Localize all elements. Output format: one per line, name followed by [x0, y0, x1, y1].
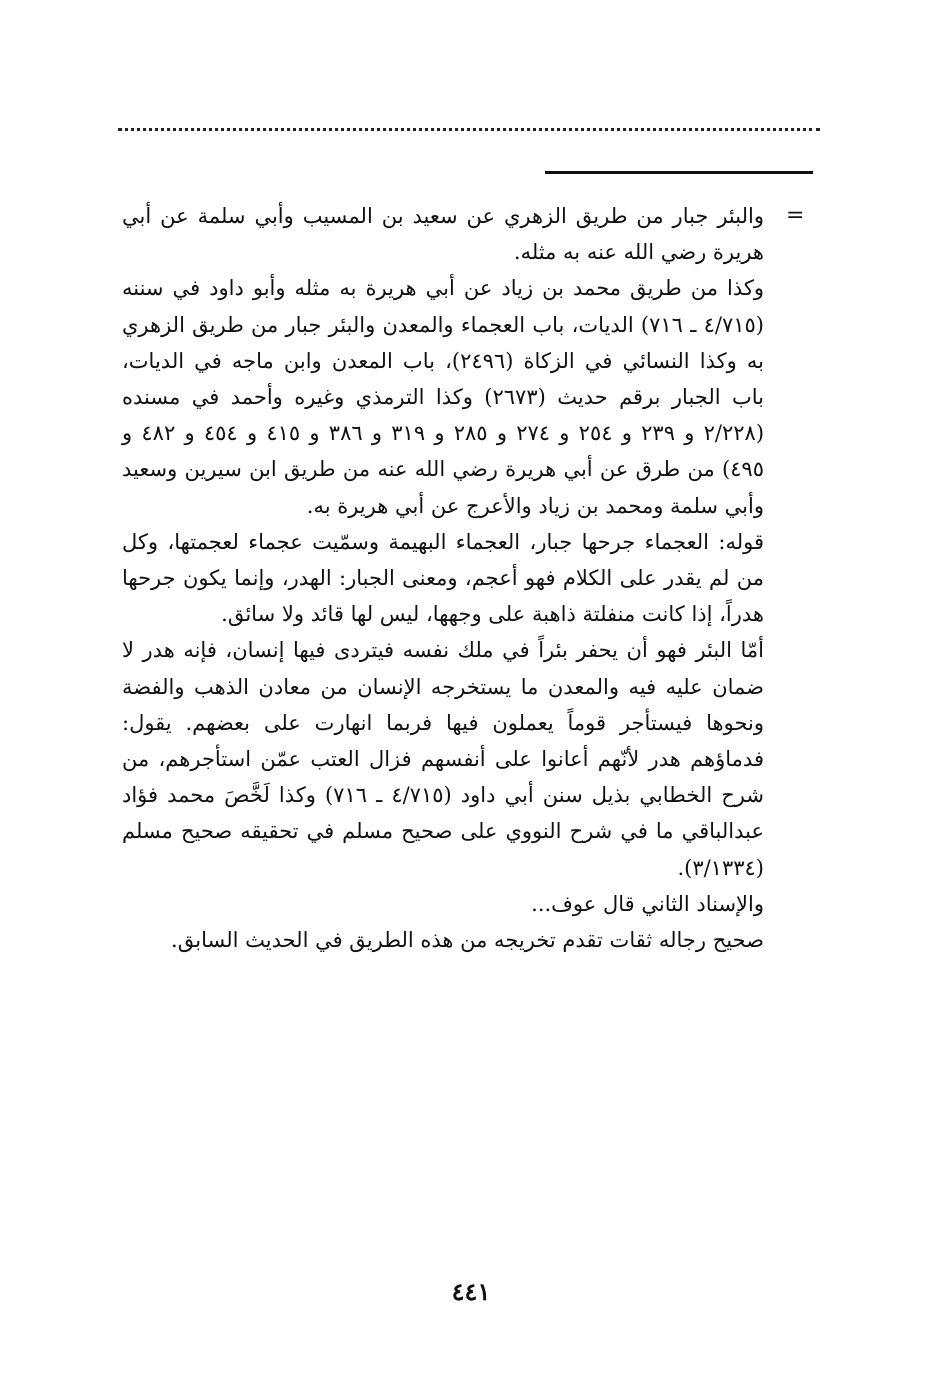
- footnote-paragraph-4: أمّا البئر فهو أن يحفر بئراً في ملك نفسه فيتردى فيها إنسان، فإنه هدر لا ضمان عليه فيه والمعدن ما يستخرجه الإنسان من معادن الذهب والفضة ونحوها فيستأجر قوماً يعملون فيها فربما انهارت على بعضهم. يقول: فدماؤهم هدر لأنّهم أعانوا على أنفسهم فزال العتب عمّن استأجرهم، من شرح الخطابي بذيل سنن أبي داود (٤/٧١٥ ـ ٧١٦) وكذا لَخَّصَ محمد فؤاد عبدالباقي ما في شرح النووي على صحيح مسلم في تحقيقه صحيح مسلم (٣/١٣٣٤).: [122, 638, 764, 880]
- footnote-continuation-mark: =: [786, 203, 805, 228]
- footnote-paragraph-1: والبئر جبار من طريق الزهري عن سعيد بن المسيب وأبي سلمة عن أبي هريرة رضي الله عنه به مثله.: [122, 204, 764, 265]
- footnote-paragraph-2: وكذا من طريق محمد بن زياد عن أبي هريرة به مثله وأبو داود في سننه (٤/٧١٥ ـ ٧١٦) الديات، باب العجماء والمعدن والبئر جبار من طريق الزهري به وكذا النسائي في الزكاة (٢٤٩٦)، باب المعدن وابن ماجه في الديات، باب الجبار برقم حديث (٢٦٧٣) وكذا الترمذي وغيره وأحمد في مسنده (٢/٢٢٨ و ٢٣٩ و ٢٥٤ و ٢٧٤ و ٢٨٥ و ٣١٩ و ٣٨٦ و ٤١٥ و ٤٥٤ و ٤٨٢ و ٤٩٥) من طرق عن أبي هريرة رضي الله عنه من طريق ابن سيرين وسعيد وأبي سلمة ومحمد بن زياد والأعرج عن أبي هريرة به.: [122, 276, 765, 518]
- footnote-body: [122, 198, 764, 958]
- dotted-separator: [118, 128, 820, 131]
- page-number: ٤٤١: [451, 1277, 491, 1306]
- footnote-paragraph-3: قوله: العجماء جرحها جبار، العجماء البهيمة وسمّيت عجماء لعجمتها، وكل من لم يقدر على الكلام فهو أعجم، ومعنى الجبار: الهدر، وإنما يكون جرحها هدراً، إذا كانت منفلتة ذاهبة على وجهها، ليس لها قائد ولا سائق.: [122, 529, 764, 627]
- footnote-rule: [545, 171, 813, 174]
- footnote-paragraph-5: والإسناد الثاني قال عوف...: [531, 891, 764, 916]
- footnote-paragraph-6: صحيح رجاله ثقات تقدم تخريجه من هذه الطريق في الحديث السابق.: [171, 928, 764, 953]
